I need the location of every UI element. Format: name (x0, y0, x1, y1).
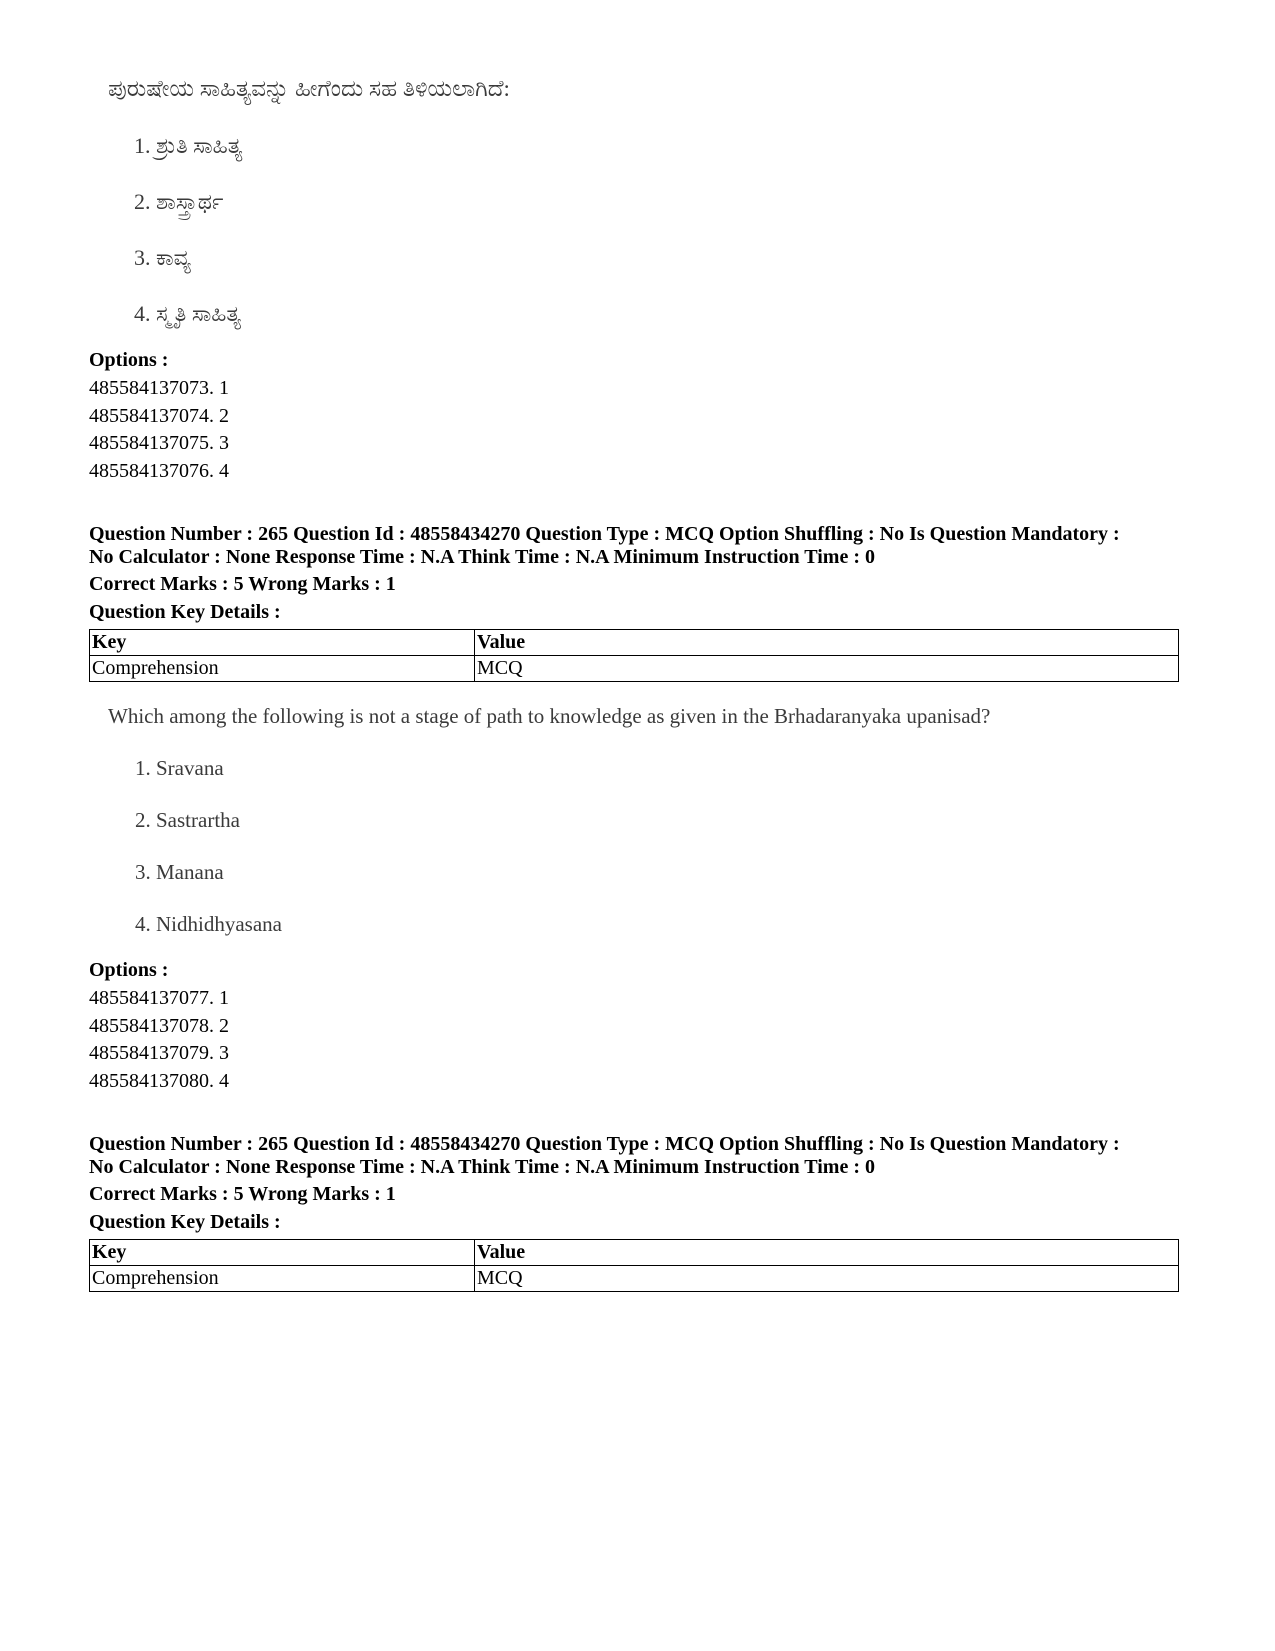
key-details-table (89, 629, 1179, 682)
table-header-row (90, 630, 1179, 656)
option-item: 485584137079. 3 (89, 1042, 229, 1064)
key-details-table (89, 1239, 1179, 1292)
question-image-choice-4: 4. ಸ್ಮೃತಿ ಸಾಹಿತ್ಯ (134, 301, 242, 326)
question-image-choice-1: 1. ಶ್ರುತಿ ಸಾಹಿತ್ಯ (134, 133, 243, 158)
marks-line: Correct Marks : 5 Wrong Marks : 1 (89, 573, 396, 595)
question-meta-line-1: Question Number : 265 Question Id : 48558434270 Question Type : MCQ Option Shuffling : No Is Question Mandatory : (89, 523, 1120, 545)
option-item: 485584137073. 1 (89, 377, 229, 399)
table-cell-value: MCQ (475, 1266, 1179, 1292)
question-image-choice-2: 2. Sastrartha (135, 808, 240, 832)
question-meta-line-2: No Calculator : None Response Time : N.A Think Time : N.A Minimum Instruction Time : 0 (89, 1156, 875, 1178)
option-item: 485584137078. 2 (89, 1015, 229, 1037)
options-heading: Options : (89, 349, 169, 371)
question-image-stem: Which among the following is not a stage of path to knowledge as given in the Brhadaranyaka upanisad? (108, 704, 991, 728)
option-item: 485584137076. 4 (89, 460, 229, 482)
question-image-choice-4: 4. Nidhidhyasana (135, 912, 282, 936)
option-item: 485584137077. 1 (89, 987, 229, 1009)
table-row (90, 656, 1179, 682)
table-header-value: Value (475, 1240, 1179, 1266)
question-image-choice-3: 3. ಕಾವ್ಯ (134, 245, 191, 270)
table-header-key: Key (90, 630, 475, 656)
table-row (90, 1266, 1179, 1292)
question-meta (89, 1133, 1199, 1179)
question-meta-line-1: Question Number : 265 Question Id : 48558434270 Question Type : MCQ Option Shuffling : No Is Question Mandatory : (89, 1133, 1120, 1155)
table-header-key: Key (90, 1240, 475, 1266)
table-cell-value: MCQ (475, 656, 1179, 682)
option-item: 485584137074. 2 (89, 405, 229, 427)
question-image-choice-1: 1. Sravana (135, 756, 224, 780)
question-meta-line-2: No Calculator : None Response Time : N.A Think Time : N.A Minimum Instruction Time : 0 (89, 546, 875, 568)
options-heading: Options : (89, 959, 169, 981)
option-item: 485584137080. 4 (89, 1070, 229, 1092)
question-image-choice-2: 2. ಶಾಸ್ತ್ರಾರ್ಥ (134, 189, 224, 214)
key-details-heading: Question Key Details : (89, 601, 281, 623)
option-item: 485584137075. 3 (89, 432, 229, 454)
key-details-heading: Question Key Details : (89, 1211, 281, 1233)
table-header-row (90, 1240, 1179, 1266)
table-cell-key: Comprehension (90, 656, 475, 682)
table-header-value: Value (475, 630, 1179, 656)
question-image-stem: ಪುರುಷೇಯ ಸಾಹಿತ್ಯವನ್ನು ಹೀಗೆಂದು ಸಹ ತಿಳಿಯಲಾಗಿದೆ: (108, 76, 510, 101)
question-image-choice-3: 3. Manana (135, 860, 224, 884)
marks-line: Correct Marks : 5 Wrong Marks : 1 (89, 1183, 396, 1205)
question-meta (89, 523, 1199, 569)
table-cell-key: Comprehension (90, 1266, 475, 1292)
